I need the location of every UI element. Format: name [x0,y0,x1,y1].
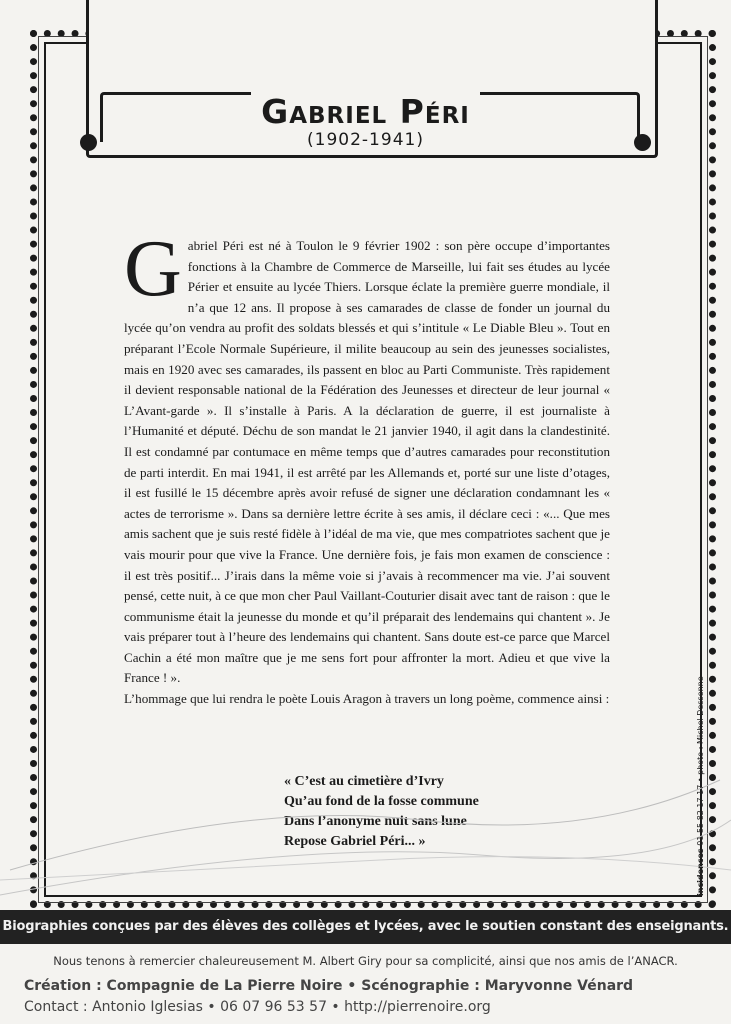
biography-paragraph: abriel Péri est né à Toulon le 9 février 1902 : son père occupe d’importantes fonctions à la Chambre de Commerce de Marseille, lui fait ses études au lycée Périer et ensuite au lycée Thiers. Lorsque éclate la première guerre mondiale, il n’a que 12 ans. Il propose à ses camarades de classe de fonder un journal du lycée qu’on vendra au profit des soldats blessés et qui s’intitule « Le Diable Bleu ». Tout en préparant l’Ecole Normale Supérieure, il milite beaucoup au sein des jeunesses socialistes, mais en 1920 avec ses camarades, ils passent en bloc au Parti Communiste. Très rapidement il devient responsable national de la Fédération des Jeunesses et directeur de leur journal « L’Avant-garde ». Il s’installe à Paris. A la déclaration de guerre, il est journaliste à l’Humanité et député. Déchu de son mandat le 21 janvier 1940, il agit dans la clandestinité. Il est condamné par contumace en même temps que d’autres camarades pour reconstitution de parti interdit. En mai 1941, il est arrêté par les Allemands et, porté sur une liste d’otages, il est fusillé le 15 décembre après avoir refusé de signer une déclaration condamnant les « actes de terrorisme ». Dans sa dernière lettre écrite à ses amis, il déclare ceci : «... Que mes amis sachent que je suis resté fidèle à l’idéal de ma vie, que mes compatriotes sachent que je vais mourir pour que vive la France. Une dernière fois, je fais mon examen de conscience : il est très positif... J’irais dans la même voie si j’avais à recommencer ma vie. J’ai souvent pensé, cette nuit, à ce que mon cher Paul Vaillant-Couturier disait avec tant de raison : que le communisme était la jeunesse du monde et qu’il préparait des lendemains qui chantent ». Je vais préparer tout à l’heure des lendemains qui chantent. Sans doute est-ce parce que Marcel Cachin a été mon maître que je me sens fort pour affronter la mort. Adieu et que vive la France ! ». [124,238,610,686]
biography-text [124,225,610,710]
credit-brand: incidences [696,848,705,896]
footer-thanks: Nous tenons à remercier chaleureusement M. Albert Giry pour sa complicité, ainsi que nos amis de l’ANACR. [53,954,678,968]
decorative-curves [0,760,731,910]
footer-band: Biographies conçues par des élèves des collèges et lycées, avec le soutien constant des enseignants. [0,910,731,944]
tribute-sentence: L’hommage que lui rendra le poète Louis Aragon à travers un long poème, commence ainsi : [124,691,610,707]
credit-text: 01 55 82 17 17 • photo : Michel Dessenne [696,676,705,846]
poem-line: Dans l’anonyme nuit sans lune [284,814,467,829]
page-title-text: Gabriel Péri [251,92,480,131]
poem-line: Repose Gabriel Péri... » [284,834,426,849]
page-title [0,92,731,132]
footer-contact: Contact : Antonio Iglesias • 06 07 96 53 57 • http://pierrenoire.org [24,999,491,1015]
poem-line: « C’est au cimetière d’Ivry [284,774,444,789]
life-dates: (1902-1941) [307,130,424,150]
footer-creation: Création : Compagnie de La Pierre Noire • Scénographie : Maryvonne Vénard [24,978,634,994]
photo-credit [696,676,705,896]
drop-cap: G [124,225,182,313]
poem-line: Qu’au fond de la fosse commune [284,794,479,809]
